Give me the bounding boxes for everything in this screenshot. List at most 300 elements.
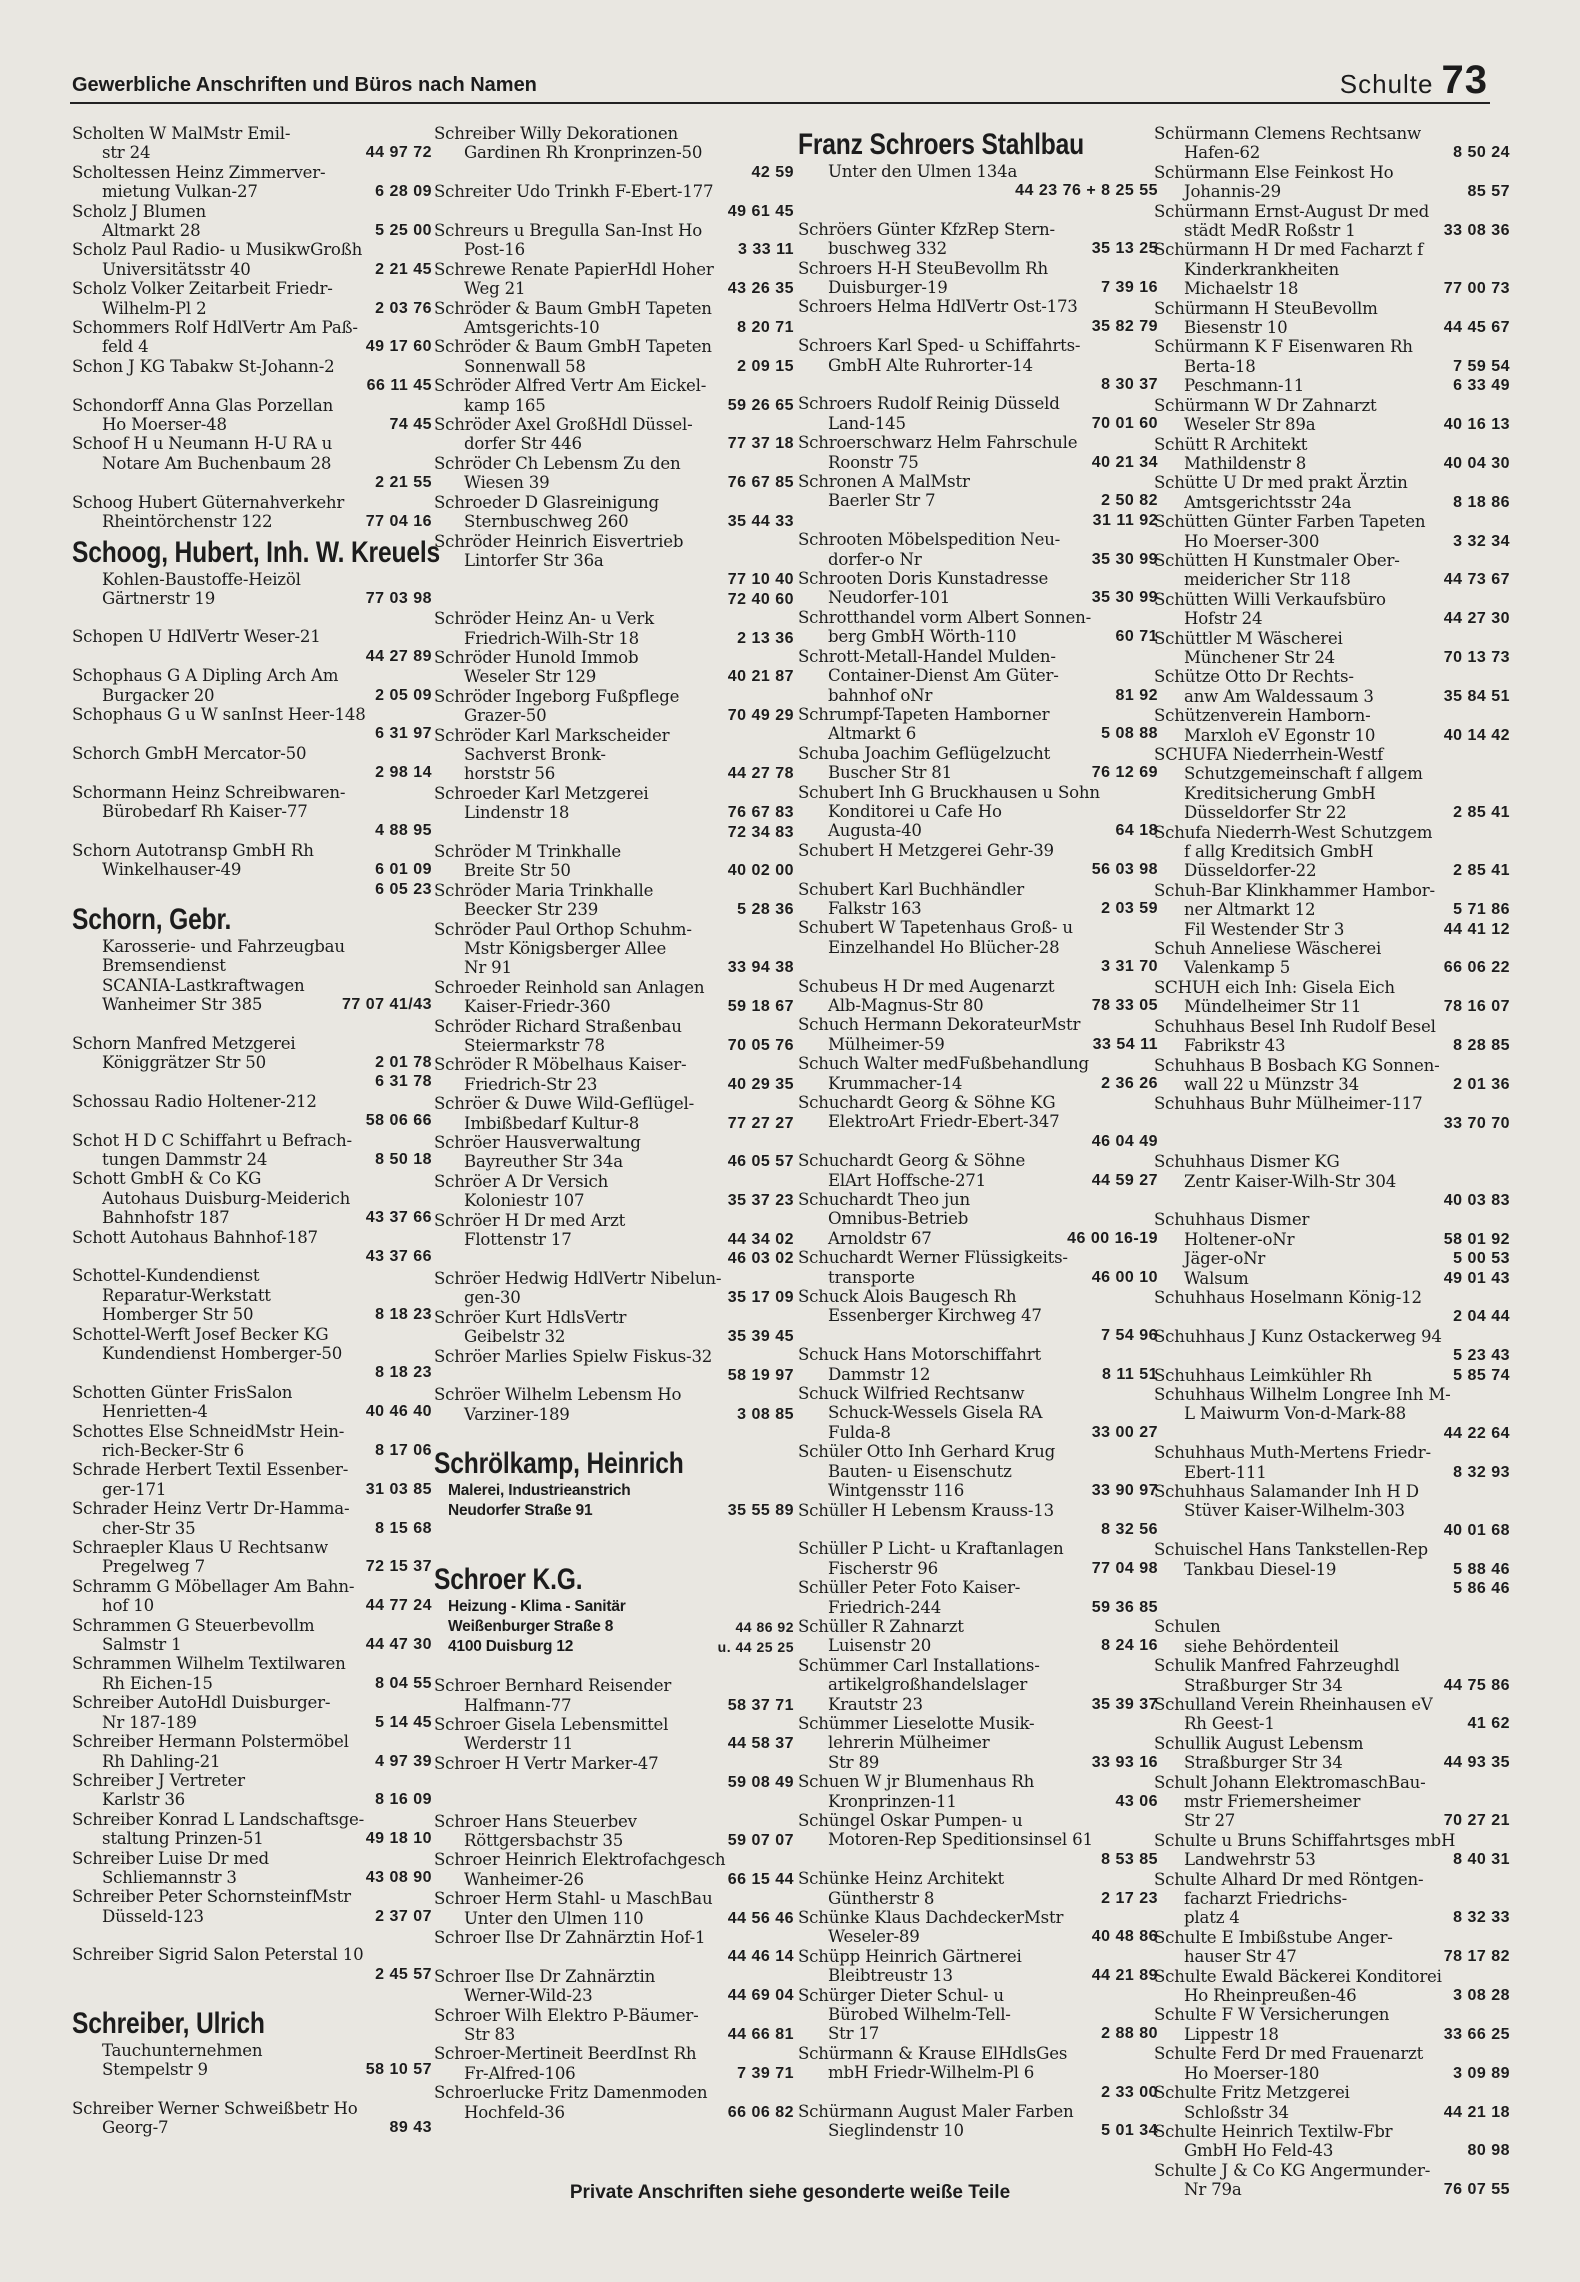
phone-number: 5 88 46 [1453,1560,1510,1578]
listing-text: Lintorfer Str 36a [464,550,604,570]
listing-entry [1154,240,1510,298]
listing-text: Schubert Inh G Bruckhausen u Sohn [798,782,1100,802]
listing-line [798,1054,1158,1073]
listing-line [1154,1831,1510,1850]
listing-line [434,997,794,1016]
listing-line [798,1209,1158,1228]
phone-number: 35 55 89 [727,1502,794,1520]
listing-line [434,1773,794,1792]
listing-line [434,1850,794,1869]
listing-text: siehe Behördenteil [1184,1636,1339,1656]
listing-line [434,667,794,686]
listing-line [1154,1617,1510,1636]
phone-number: 46 03 02 [727,1250,794,1268]
listing-line [798,1403,1158,1422]
listing-text: Hofstr 24 [1184,609,1263,629]
phone-number: 40 29 35 [727,1075,794,1093]
listing-text: Schullik August Lebensm [1154,1733,1364,1753]
listing-text: tungen Dammstr 24 [102,1149,268,1169]
listing-line [72,415,432,434]
listing-entry [798,1248,1158,1287]
listing-line [1154,2103,1510,2122]
listing-text: Schottel-Werft Josef Becker KG [72,1324,329,1344]
listing-line [434,1230,794,1249]
listing-text: Rheintörchenstr 122 [102,512,273,532]
listing-line [72,1266,432,1285]
listing-line [1154,2122,1510,2141]
listing-entry [1154,1288,1510,1327]
listing-line [434,473,794,492]
listing-line [1154,648,1510,667]
listing-entry [1154,745,1510,823]
listing-line [1154,2161,1510,2180]
listing-line [798,2063,1158,2082]
phone-number: 41 62 [1467,1715,1510,1733]
listing-text: Bürobed Wilhelm-Tell- [828,2005,1011,2025]
listing-text: Schulte E Imbißstube Anger- [1154,1927,1393,1947]
listing-text: Michaelstr 18 [1184,279,1299,299]
listing-line [798,957,1158,976]
phone-number: 6 05 23 [375,880,432,898]
listing-text: Schröder Ch Lebensm Zu den [434,453,681,473]
phone-number: 5 85 74 [1453,1366,1510,1384]
listing-text: Düsseld-123 [102,1906,204,1926]
listing-text: Schronen A MalMstr [798,472,970,492]
listing-entry [434,1812,794,1851]
listing-text: Weg 21 [464,279,526,299]
listing-text: Holtener-oNr [1184,1229,1295,1249]
listing-line [1154,260,1510,279]
listing-entry [434,1385,794,1424]
section-title: Gewerbliche Anschriften und Büros nach Namen [72,74,537,96]
listing-text: städt MedR Roßstr 1 [1184,221,1356,241]
listing-entry [434,881,794,920]
listing-text: Stüver Kaiser-Wilhelm-303 [1184,1501,1405,1521]
listing-entry [72,1131,432,1170]
listing-line [798,394,1158,413]
listing-text: Schroer Gisela Lebensmittel [434,1714,669,1734]
phone-number: 8 18 23 [375,1364,432,1382]
listing-line [1154,1114,1510,1133]
listing-entry [434,842,794,881]
listing-text: artikelgroßhandelslager [828,1675,1028,1695]
phone-number: 58 19 97 [727,1366,794,1384]
listing-line [1154,1889,1510,1908]
listing-line [798,1559,1158,1578]
phone-number: 7 54 96 [1101,1326,1158,1344]
listing-text: Schubeus H Dr med Augenarzt [798,976,1055,996]
listing-text: Str 89 [828,1752,880,1772]
phone-number: 33 00 27 [1091,1423,1158,1441]
listing-line [434,958,794,977]
listing-text: Gärtnerstr 19 [102,588,216,608]
phone-number: 35 84 51 [1443,687,1510,705]
listing-text: cher-Str 35 [102,1518,196,1538]
listing-entry [798,1054,1158,1093]
listing-text: Güntherstr 8 [828,1888,935,1908]
listing-line [72,1713,432,1732]
listing-entry [72,1577,432,1616]
listing-line [798,1850,1158,1869]
listing-text: mietung Vulkan-27 [102,182,258,202]
listing-line [72,260,432,279]
phone-number: 35 30 99 [1091,550,1158,568]
listing-text: Scholz Paul Radio- u MusikwGroßh [72,240,363,260]
listing-line [1154,1482,1510,1501]
listing-entry [72,1422,432,1461]
listing-line [434,648,794,667]
listing-line [434,1909,794,1928]
listing-entry [798,2044,1158,2102]
listing-entry [72,1325,432,1383]
listing-text: Schuhhaus Buhr Mülheimer-117 [1154,1094,1423,1114]
listing-line [434,784,794,803]
listing-text: Schröder Heinz An- u Verk [434,609,655,629]
listing-text: Autohaus Duisburg-Meiderich [102,1188,351,1208]
listing-text: Schroer Wilh Elektro P-Bäumer- [434,2005,699,2025]
phone-number: 8 32 33 [1453,1909,1510,1927]
listing-line [1154,357,1510,376]
listing-text: f allg Kreditsich GmbH [1184,842,1374,862]
listing-entry [798,841,1158,880]
listing-line [434,182,794,201]
listing-text: Schroer Hans Steuerbev [434,1811,637,1831]
listing-line [72,802,432,821]
listing-text: Schroeder Karl Metzgerei [434,783,649,803]
listing-entry [72,318,432,357]
listing-line [1154,881,1510,900]
listing-text: Schröer & Duwe Wild-Geflügel- [434,1094,695,1114]
listing-line [798,608,1158,627]
listing-line [72,1907,432,1926]
listing-entry [434,687,794,726]
listing-line [72,627,432,646]
phone-number: 35 37 23 [727,1192,794,1210]
phone-number: 3 31 70 [1101,958,1158,976]
listing-text: Düsseldorfer-22 [1184,861,1317,881]
phone-number: 2 98 14 [375,764,432,782]
listing-line [434,1870,794,1889]
listing-line [1154,667,1510,686]
listing-text: Ho Moerser-300 [1184,531,1320,551]
listing-entry [434,260,794,299]
listing-line [1154,1366,1510,1385]
listing-text: Schröder Richard Straßenbau [434,1016,682,1036]
listing-text: Container-Dienst Am Güter- [828,666,1059,686]
listing-line [434,1967,794,1986]
listing-text: Homberger Str 50 [102,1305,254,1325]
phone-number: 5 14 45 [375,1713,432,1731]
listing-entry [798,1656,1158,1714]
listing-entry [1154,1443,1510,1482]
phone-number: 35 17 09 [727,1289,794,1307]
listing-line [72,1344,432,1363]
listing-text: bahnhof oNr [828,685,933,705]
listing-text: Bauten- u Eisenschutz [828,1461,1012,1481]
listing-line [1154,1521,1510,1540]
listing-line [72,1945,432,1964]
listing-entry [72,357,432,396]
listing-text: Burgacker 20 [102,685,215,705]
listing-text: Schuhhaus Hoselmann König-12 [1154,1287,1422,1307]
listing-text: Schürmann H Dr med Facharzt f [1154,240,1424,260]
listing-line [798,1462,1158,1481]
phone-number: 33 08 36 [1443,222,1510,240]
listing-line [798,1830,1158,1849]
listing-text: Schrammen G Steuerbevollm [72,1615,315,1635]
listing-line [434,881,794,900]
listing-text: Schürmann Else Feinkost Ho [1154,162,1394,182]
listing-entry [1154,1152,1510,1210]
listing-line [72,956,432,975]
listing-line [1154,687,1510,706]
display-listing [434,1563,794,1657]
listing-entry [798,1093,1158,1151]
listing-text: staltung Prinzen-51 [102,1829,264,1849]
listing-text: Schuh Anneliese Wäscherei [1154,939,1382,959]
listing-text: SCHUFA Niederrhein-Westf [1154,745,1384,764]
phone-number: 40 01 68 [1443,1521,1510,1539]
listing-line [1154,240,1510,259]
listing-text: Schröer H Dr med Arzt [434,1210,626,1230]
phone-number: 2 45 57 [375,1965,432,1983]
listing-text: Schröder & Baum GmbH Tapeten [434,337,712,357]
listing-entry [72,1693,432,1732]
phone-number: 70 49 29 [727,707,794,725]
listing-text: Schröer Wilhelm Lebensm Ho [434,1385,682,1405]
phone-number: 8 18 86 [1453,493,1510,511]
listing-text: Varziner-189 [464,1404,570,1424]
listing-line [434,202,794,221]
listing-entry [434,2083,794,2122]
listing-line [798,724,1158,743]
listing-entry [434,221,794,260]
phone-number: 43 08 90 [365,1868,432,1886]
listing-text: Schuh-Bar Klinkhammer Hambor- [1154,880,1435,900]
phone-number: 44 27 30 [1443,610,1510,628]
listing-line [798,1365,1158,1384]
listing-text: Schümmer Lieselotte Musik- [798,1713,1035,1733]
listing-text: Schüpp Heinrich Gärtnerei [798,1946,1022,1966]
listing-line [798,1287,1158,1306]
listing-line [798,1229,1158,1248]
listing-text: SCANIA-Lastkraftwagen [102,975,305,995]
phone-number: 44 97 72 [365,144,432,162]
listing-line [72,473,432,492]
listing-text: Schuhhaus B Bosbach KG Sonnen- [1154,1055,1440,1075]
listing-text: Land-145 [828,413,906,433]
listing-line [798,491,1158,510]
listing-line [1154,1947,1510,1966]
listing-text: Krautstr 23 [828,1694,923,1714]
listing-display-name: Schorn, Gebr. [72,902,232,936]
listing-text: Schulte J & Co KG Angermunder- [1154,2160,1431,2180]
listing-line [798,1578,1158,1597]
listing-line [72,2060,432,2079]
listing-entry [1154,2005,1510,2044]
listing-line [798,783,1158,802]
listing-text: SCHUH eich Inh: Gisela Eich [1154,977,1395,997]
phone-number: 44 66 81 [727,2025,794,2043]
listing-entry [434,648,794,687]
listing-line [434,396,794,415]
listing-text: Kronprinzen-11 [828,1791,957,1811]
listing-entry [798,1811,1158,1869]
listing-text: Schröder & Baum GmbH Tapeten [434,298,712,318]
listing-entry [798,783,1158,841]
listing-line [434,1734,794,1753]
listing-text: Schroer Ilse Dr Zahnärztin Hof-1 [434,1927,706,1947]
listing-entry [798,259,1158,298]
listing-line [434,512,794,531]
listing-entry [1154,1540,1510,1598]
listing-text: Schuchardt Georg & Söhne [798,1151,1026,1171]
phone-number: 59 08 49 [727,1774,794,1792]
listing-text: Schützenverein Hamborn- [1154,706,1371,726]
phone-number: 8 18 23 [375,1306,432,1324]
listing-text: Königgrätzer Str 50 [102,1052,267,1072]
listing-entry [798,1015,1158,1054]
listing-text: Dammstr 12 [828,1364,931,1384]
listing-text: Schröder Heinrich Eisvertrieb [434,531,684,551]
listing-entry [434,2006,794,2045]
listing-line [798,1598,1158,1617]
listing-entry [1154,299,1510,338]
phone-number: 6 33 49 [1453,377,1510,395]
listing-text: Hafen-62 [1184,143,1261,163]
listing-entry [434,376,794,415]
listing-line [434,1036,794,1055]
listing-line [798,220,1158,239]
listing-line [434,299,794,318]
phone-number: 44 45 67 [1443,319,1510,337]
listing-entry [72,1034,432,1092]
listing-line [798,918,1158,937]
listing-line [1154,726,1510,745]
listing-line [1154,435,1510,454]
listing-text: Schüller P Licht- u Kraftanlagen [798,1539,1064,1559]
listing-line [434,1172,794,1191]
listing-text: Zentr Kaiser-Wilh-Str 304 [1184,1171,1397,1191]
listing-text: Schröder M Trinkhalle [434,841,622,861]
phone-number: 3 09 89 [1453,2064,1510,2082]
listing-text: Schünke Klaus DachdeckerMstr [798,1908,1064,1927]
phone-number: 77 07 41/43 [341,996,432,1014]
listing-text: Scholten W MalMstr Emil- [72,124,291,143]
listing-text: gen-30 [464,1288,521,1308]
listing-entry [1154,512,1510,551]
listing-line [72,1305,432,1324]
phone-number: 33 66 25 [1443,2025,1510,2043]
listing-line [798,1869,1158,1888]
listing-text: Rh Geest-1 [1184,1714,1275,1734]
footer-note: Private Anschriften siehe gesonderte weiße Teile [569,2182,1011,2203]
listing-text: Nr 79a [1184,2180,1242,2200]
listing-entry [72,783,432,841]
phone-number: 3 08 28 [1453,1987,1510,2005]
listing-line [1154,163,1510,182]
display-listing [72,903,432,1015]
phone-number: 66 06 82 [727,2103,794,2121]
listing-text: Marxloh eV Egonstr 10 [1184,725,1376,745]
listing-line [434,1889,794,1908]
phone-number: 78 16 07 [1443,998,1510,1016]
listing-line [798,1132,1158,1151]
listing-entry [798,1345,1158,1384]
listing-entry [434,1308,794,1347]
listing-text: transporte [828,1267,915,1287]
listing-text: Schotten Günter FrisSalon [72,1382,293,1402]
listing-line [798,569,1158,588]
listing-entry [434,1676,794,1715]
listing-line [798,1733,1158,1752]
listing-text: Duisburger-19 [828,278,948,298]
listing-text: Steiermarkstr 78 [464,1036,605,1056]
phone-number: 44 34 02 [727,1231,794,1249]
listing-text: Schröder Ingeborg Fußpflege [434,686,680,706]
listing-line [1154,1094,1510,1113]
listing-text: ElArt Hoffsche-271 [828,1170,987,1190]
listing-line [72,1092,432,1111]
listing-text: Sachverst Bronk- [464,744,606,764]
listing-text: Schreiber J Vertreter [72,1770,245,1790]
phone-number: 89 43 [389,2119,432,2137]
listing-entry [1154,881,1510,939]
phone-number: 44 75 86 [1443,1676,1510,1694]
phone-number: 35 82 79 [1091,317,1158,335]
listing-line [434,1696,794,1715]
listing-text: Winkelhauser-49 [102,860,242,880]
listing-line [434,1152,794,1171]
listing-entry [1154,1482,1510,1540]
listing-line [434,629,794,648]
listing-text: Schutzgemeinschaft f allgem [1184,764,1423,784]
listing-line [72,1790,432,1809]
listing-text: Schophaus G u W sanInst Heer-148 [72,704,366,724]
listing-entry [434,299,794,338]
listing-text: ElektroArt Friedr-Ebert-347 [828,1112,1060,1132]
listing-line [434,1812,794,1831]
listing-entry [1154,1056,1510,1095]
listing-entry [798,1714,1158,1772]
listing-line [1154,1288,1510,1307]
ad-text: Malerei, Industrieanstrich [448,1482,631,1500]
listing-line [1154,415,1510,434]
listing-line [1154,978,1510,997]
listing-line [798,1306,1158,1325]
listing-line [798,705,1158,724]
listing-display-name: Schoog, Hubert, Inh. W. Kreuels [72,535,441,569]
phone-number: 4 97 39 [375,1752,432,1770]
listing-entry [434,532,794,610]
listing-line [798,1345,1158,1364]
column-1 [72,124,441,2138]
listing-text: Schulte Ferd Dr med Frauenarzt [1154,2044,1424,2064]
listing-line [434,2006,794,2025]
listing-text: Schroer Ilse Dr Zahnärztin [434,1966,656,1986]
listing-entry [798,1442,1158,1500]
listing-text: Straßburger Str 34 [1184,1675,1343,1695]
listing-text: Sternbuschweg 260 [464,512,629,532]
listing-entry [434,1094,794,1133]
phone-number: 77 10 40 [727,571,794,589]
listing-line [1154,2025,1510,2044]
listing-text: Schüller Peter Foto Kaiser- [798,1578,1021,1598]
listing-line [434,2044,794,2063]
listing-text: Schondorff Anna Glas Porzellan [72,395,334,415]
phone-number: 6 31 97 [375,725,432,743]
listing-entry [434,1967,794,2006]
